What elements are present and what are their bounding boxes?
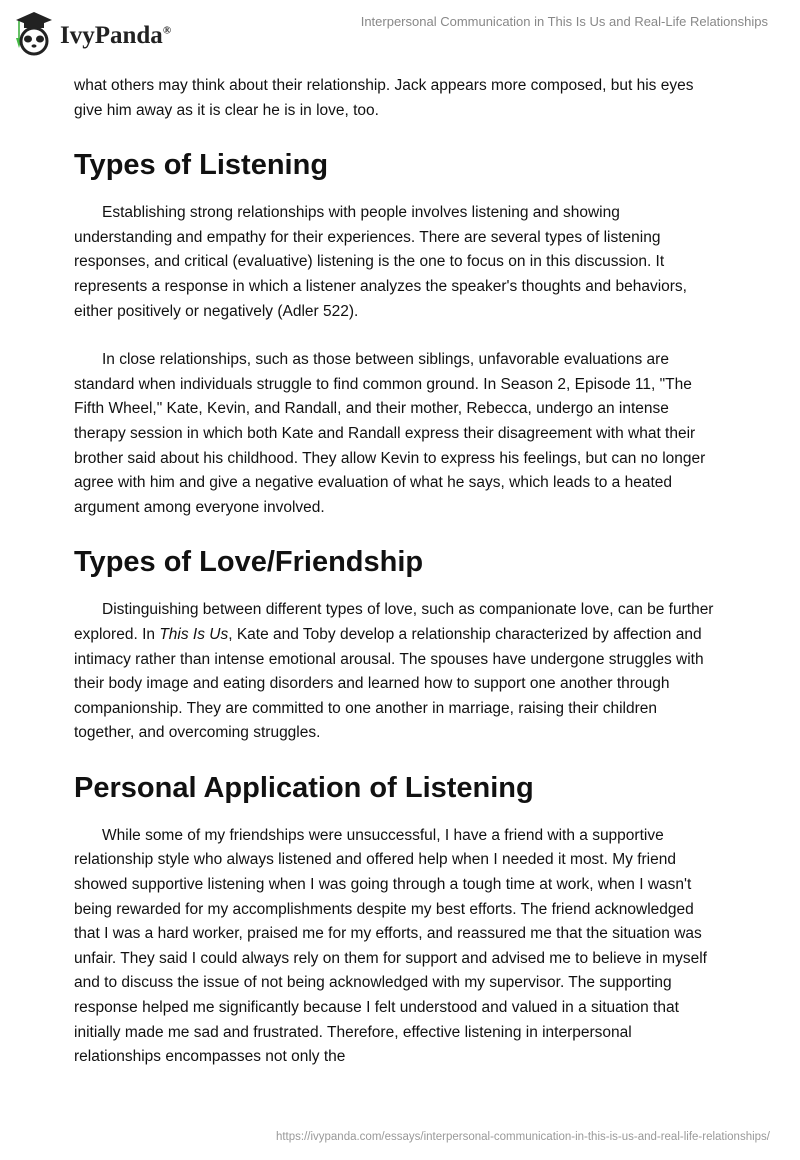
footer-url[interactable]: https://ivypanda.com/essays/interpersonal-communication-in-this-is-us-and-real-life-relationships/ bbox=[275, 1131, 770, 1143]
essay-body bbox=[74, 74, 714, 1094]
logo[interactable] bbox=[12, 8, 171, 56]
paragraph: In close relationships, such as those between siblings, unfavorable evaluations are standard when individuals struggle to find common ground. In Season 2, Episode 11, "The Fifth Wheel," Kate, Kevin, and Randall, and their mother, Rebecca, undergo an intense therapy session in which both Kate and Randall express their disagreement with what their brother said about his childhood. They allow Kevin to express his feelings, but can no longer agree with him and give a negative evaluation of what he says, which leads to a heated argument among everyone involved. bbox=[74, 351, 706, 516]
show-title: This Is Us bbox=[159, 625, 229, 643]
section-heading: Types of Love/Friendship bbox=[74, 546, 424, 579]
paragraph: Establishing strong relationships with people involves listening and showing understanding and empathy for their experiences. There are several types of listening responses, and critical (evaluative) listening is the one to focus on in this discussion. It represents a response in which a listener analyzes the speaker's thoughts and behaviors, either positively or negatively (Adler 522). bbox=[74, 204, 687, 320]
brand-name: IvyPanda® bbox=[60, 22, 172, 49]
section-heading: Types of Listening bbox=[74, 149, 329, 182]
intro-paragraph: what others may think about their relationship. Jack appears more composed, but his eyes give him away as it is clear he is in love, too. bbox=[74, 77, 694, 119]
document-title: Interpersonal Communication in This Is Us and Real-Life Relationships bbox=[360, 14, 768, 29]
paragraph: Distinguishing between different types of love, such as companionate love, can be further explored. In This Is Us, Kate and Toby develop a relationship characterized by affection and intimacy rather than intense emotional arousal. The spouses have undergone struggles with their body image and eating disorders and learned how to support one another through companionship. They are committed to one another in marriage, raising their children together, and overcoming struggles. bbox=[74, 601, 714, 742]
panda-graduate-icon bbox=[12, 8, 52, 56]
section-heading: Personal Application of Listening bbox=[74, 771, 534, 804]
paragraph: While some of my friendships were unsuccessful, I have a friend with a supportive relationship style who always listened and offered help when I needed it most. My friend showed supportive listening when I was going through a tough time at work, when I wasn't being rewarded for my accomplishments despite my best efforts. The friend acknowledged that I was a hard worker, praised me for my efforts, and reassured me that the situation was unfair. They said I could always rely on them for support and advised me to believe in myself and to discuss the issue of not being acknowledged with my supervisor. The supporting response helped me significantly because I felt understood and valued in a situation that initially made me sad and frustrated. Therefore, effective listening in interpersonal relationships encompasses not only the bbox=[74, 826, 707, 1066]
